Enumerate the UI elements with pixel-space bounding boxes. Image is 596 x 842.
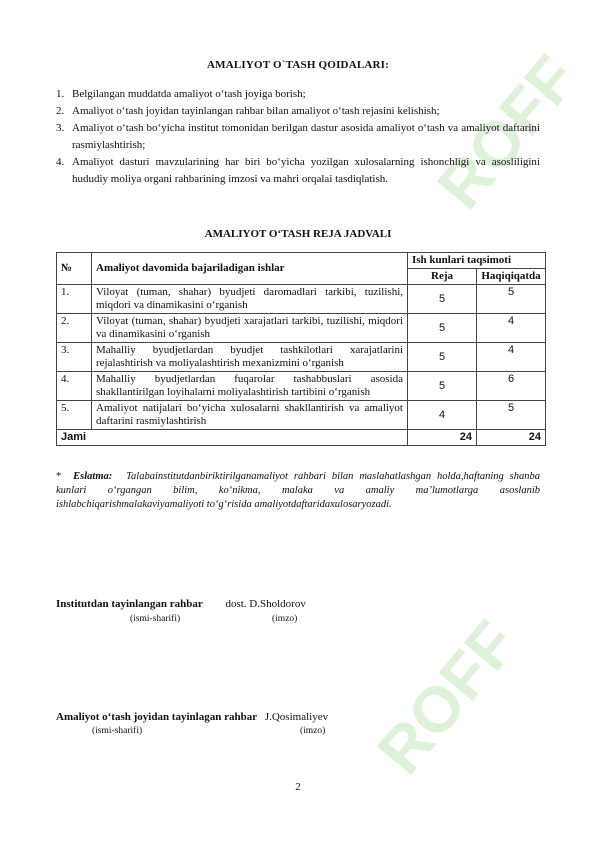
signature-workplace-sub-name: (ismi-sharifi) [92,726,143,736]
row-plan: 5 [408,372,477,401]
signature-institute-name: dost. D.Sholdorov [225,598,306,610]
plan-table [56,252,546,446]
note [56,470,540,512]
note-text: Talabainstitutdanbiriktirilganamaliyot rahbari bilan maslahatlashgan holda,haftaning shanba kunlari o‘rgangan bilim, ko‘nikma, malaka va amaliy ma’lumotlarga asoslanib ishlabchiqarishmalakaviyamaliyoti to‘g‘risida amaliyotdaftaridaxulosaryozadi. [56,471,541,510]
table-row [57,285,546,314]
row-actual: 5 [477,401,546,430]
table-row [57,343,546,372]
total-plan: 24 [408,430,477,446]
signature-workplace [56,711,328,723]
signature-institute-sub-name: (ismi-sharifi) [130,614,181,624]
rule-number: 2. [56,105,65,117]
row-number: 2. [57,314,92,343]
header-days: Ish kunlari taqsimoti [408,253,546,269]
note-mark: * [56,471,62,482]
rule-item [56,86,540,103]
header-number: № [57,253,92,285]
signature-institute [56,598,306,610]
rule-text: Belgilangan muddatda amaliyot o‘tash joyiga borish; [72,88,306,100]
row-actual: 6 [477,372,546,401]
rule-number: 4. [56,156,65,168]
rule-text: Amaliyot dasturi mavzularining har biri bo‘yicha yozilgan xulosalarning ishonchligi va asosliligini hududiy moliya organi rahbarining imzosi va mahri orqalai tasdiqlatish. [72,156,540,185]
rule-item [56,120,540,154]
table-row [57,372,546,401]
row-number: 3. [57,343,92,372]
header-work: Amaliyot davomida bajariladigan ishlar [92,253,408,285]
row-plan: 5 [408,343,477,372]
row-actual: 4 [477,314,546,343]
signature-institute-label: Institutdan tayinlangan rahbar [56,598,203,610]
rule-item [56,103,540,120]
table-row [57,401,546,430]
table-header-row [57,253,546,269]
row-work: Viloyat (tuman, shahar) byudjeti xarajatlari tarkibi, tuzilishi, miqdori va dinamikasini o‘rganish [92,314,408,343]
total-actual: 24 [477,430,546,446]
rule-text: Amaliyot o‘tash bo‘yicha institut tomonidan berilgan dastur asosida amaliyot o‘tash va amaliyot daftarini rasmiylashtirish; [72,122,540,151]
watermark: ROFF [363,607,531,787]
signature-workplace-name: J.Qosimaliyev [264,711,329,723]
row-work: Mahalliy byudjetlardan fuqarolar tashabbuslari asosida shakllantirilgan loyihalarni moliyalashtirish tartibini o‘rganish [92,372,408,401]
rules-title: AMALIYOT O`TASH QOIDALARI: [206,59,390,71]
note-label: Eslatma: [73,471,113,482]
rule-number: 1. [56,88,65,100]
watermark: ROFF [423,42,591,222]
row-plan: 5 [408,314,477,343]
rules-list [56,86,540,188]
plan-title: AMALIYOT O‘TASH REJA JADVALI [204,228,392,240]
row-number: 4. [57,372,92,401]
page-number: 2 [295,781,301,793]
row-actual: 5 [477,285,546,314]
row-work: Viloyat (tuman, shahar) byudjeti daromadlari tarkibi, tuzilishi, miqdori va dinamikasini o‘rganish [92,285,408,314]
header-actual: Haqiqiqatda [477,269,546,285]
signature-institute-sub-sign: (imzo) [272,614,298,624]
header-plan: Reja [408,269,477,285]
rule-text: Amaliyot o‘tash joyidan tayinlangan rahbar bilan amaliyot o‘tash rejasini kelishish; [72,105,440,117]
row-number: 5. [57,401,92,430]
rule-number: 3. [56,122,65,134]
row-number: 1. [57,285,92,314]
row-plan: 4 [408,401,477,430]
signature-workplace-label: Amaliyot o‘tash joyidan tayinlagan rahbar [56,711,258,723]
row-work: Mahalliy byudjetlardan byudjet tashkilotlari xarajatlarini rejalashtirish va moliyalashtirish mexanizmini o‘rganish [92,343,408,372]
table-row [57,314,546,343]
row-plan: 5 [408,285,477,314]
signature-workplace-sub-sign: (imzo) [300,726,326,736]
rule-item [56,154,540,188]
row-actual: 4 [477,343,546,372]
row-work: Amaliyot natijalari bo‘yicha xulosalarni shakllantirish va amaliyot daftarini rasmiylashtirish [92,401,408,430]
total-label: Jami [57,430,408,446]
table-total-row [57,430,546,446]
